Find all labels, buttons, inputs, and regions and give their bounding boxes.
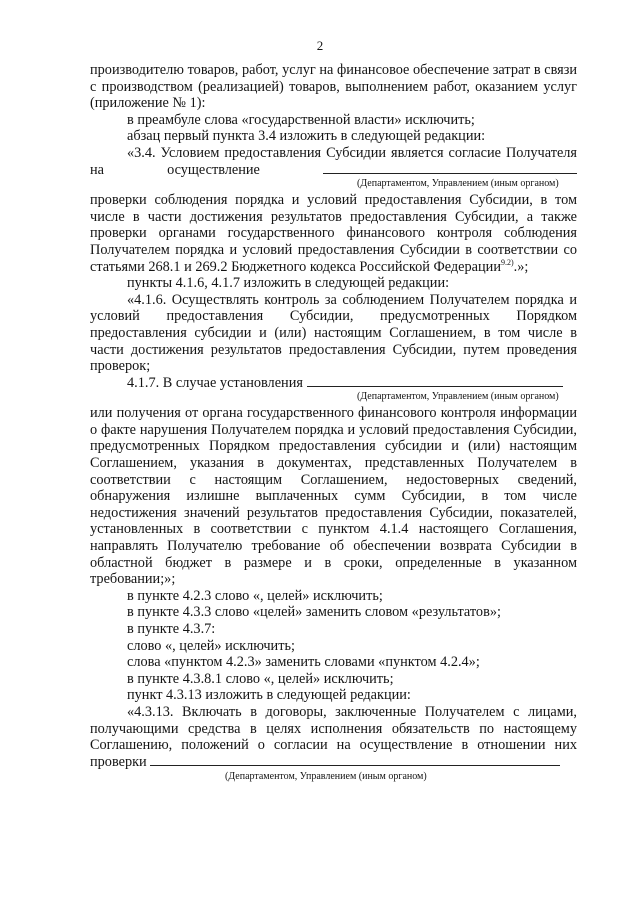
- paragraph-clause-3-4: [90, 145, 577, 178]
- blank-line-authority: [150, 754, 560, 766]
- paragraph-word-removal: слово «, целей» исключить;: [127, 637, 295, 654]
- blank-line-authority: [307, 375, 563, 387]
- caption-authority: (Департаментом, Управлением (иным органом): [357, 391, 559, 403]
- paragraph-violation: или получения от органа государственного финансового контроля информации о факте нарушения Получателем порядка и условий предоставления Субсидии, предусмотренных Порядком предоставления субсидии и (или) настоящим Соглашением, указания в документах, представленных Получателем в соответствии с настоящим Соглашением, недостоверных сведений, обнаружения излишне выплаченных сумм Субсидии, в том числе недостижения значений результатов предоставления Субсидии, показателей, установленных в соответствии с пунктом 4.1.4 настоящего Соглашения, направлять Получателю требование об обеспечении возврата Субсидии в областной бюджет в размере и в сроки, определенные в указанном требовании;»;: [90, 405, 577, 588]
- clause-4-3-13-text: «4.3.13. Включать в договоры, заключенные Получателем с лицами, получающими средства в целях исполнения обязательств по настоящему Соглашению, положений о согласии на осуществление в отношении них проверки: [90, 703, 577, 770]
- paragraph-clauses-4-1-6-intro: пункты 4.1.6, 4.1.7 изложить в следующей редакции:: [127, 275, 450, 292]
- caption-authority: (Департаментом, Управлением (иным органом): [225, 771, 427, 783]
- paragraph-clause-4-1-7: [90, 375, 577, 392]
- paragraph-clause-3-4-intro: абзац первый пункта 3.4 изложить в следующей редакции:: [127, 128, 486, 145]
- document-body: [90, 62, 577, 785]
- paragraph-clause-4-3-13: [90, 704, 577, 770]
- paragraph-4-3-13-intro: пункт 4.3.13 изложить в следующей редакции:: [127, 687, 411, 704]
- footnote-ref: 9.2): [500, 257, 514, 267]
- clause-3-4-text: «3.4. Условием предоставления Субсидии является согласие Получателя на осуществление: [90, 144, 577, 178]
- blank-line-authority: [323, 162, 577, 174]
- paragraph-4-3-7: в пункте 4.3.7:: [127, 621, 216, 637]
- caption-authority: (Департаментом, Управлением (иным органом): [357, 178, 559, 190]
- page-number: 2: [316, 38, 324, 53]
- paragraph-preamble-tail: производителю товаров, работ, услуг на финансовое обеспечение затрат в связи с производством (реализацией) товаров, выполнением работ, оказанием услуг (приложение № 1):: [90, 62, 577, 112]
- inspection-text-end: .»;: [513, 258, 529, 275]
- paragraph-4-3-3: в пункте 4.3.3 слово «целей» заменить словом «результатов»;: [127, 604, 501, 621]
- paragraph-word-replacement: слова «пунктом 4.2.3» заменить словами «пунктом 4.2.4»;: [127, 654, 480, 671]
- paragraph-clause-4-1-6: «4.1.6. Осуществлять контроль за соблюдением Получателем порядка и условий предоставления Субсидии, предусмотренных Порядком предоставления субсидии и (или) настоящим Соглашением, в том числе в части достижения результатов предоставления Субсидии, путем проведения проверок;: [90, 291, 577, 375]
- paragraph-preamble-amendment: в преамбуле слова «государственной власти» исключить;: [127, 111, 475, 128]
- paragraph-4-2-3: в пункте 4.2.3 слово «, целей» исключить;: [127, 587, 383, 604]
- inspection-text: проверки соблюдения порядка и условий предоставления Субсидии, в том числе в части достижения результатов предоставления Субсидии, а также проверки органами государственного финансового контроля соблюдения Получателем порядка и условий предоставления Субсидии в соответствии со статьями 268.1 и 269.2 Бюджетного кодекса Российской Федерации: [90, 192, 577, 275]
- paragraph-inspection: [90, 192, 577, 275]
- paragraph-4-3-8-1: в пункте 4.3.8.1 слово «, целей» исключить;: [127, 670, 394, 687]
- clause-4-1-7-text: 4.1.7. В случае установления: [127, 374, 303, 391]
